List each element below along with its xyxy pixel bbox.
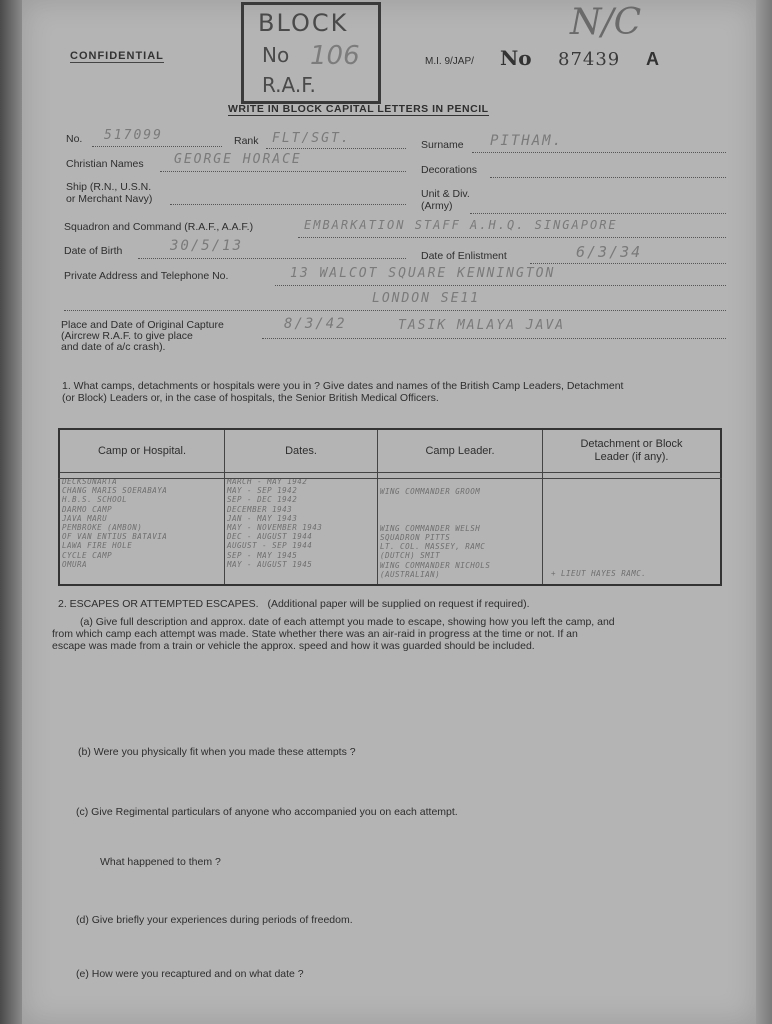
date-of-birth-value: 30/5/13 [170,238,244,254]
stamp-block-text: BLOCK [258,9,349,37]
unit-line [470,213,726,214]
camp-entry: PEMBROKE (AMBON) [62,523,143,533]
date-entry: DEC - AUGUST 1944 [227,532,313,542]
header-camp-or-hospital: Camp or Hospital. [59,429,225,473]
question-2a [52,616,615,652]
pencil-instruction: WRITE IN BLOCK CAPITAL LETTERS IN PENCIL [228,103,489,115]
date-entry: JAN - MAY 1943 [227,513,298,523]
ship-label [66,181,152,205]
service-number-value: 517099 [104,128,163,143]
capture-label [61,320,224,353]
christian-names-label: Christian Names [66,158,144,170]
rank-line [266,148,406,149]
unit-label-line2: (Army) [421,200,453,212]
camp-entry: DECKSUNARTA [62,477,118,486]
capture-label-line3: and date of a/c crash). [61,341,166,353]
christian-names-value: GEORGE HORACE [174,152,302,167]
date-entry: SEP - MAY 1945 [227,550,298,560]
address-label: Private Address and Telephone No. [64,270,229,282]
question-1-line1: 1. What camps, detachments or hospitals were you in ? Give dates and names of the British Camp Leaders, Detachment [62,380,624,392]
page-right-edge [756,0,772,1024]
corner-handwritten-mark: N/C [570,2,642,43]
no-line [92,146,222,147]
stamp-number: 106 [310,41,360,71]
leader-entry: SQUADRON PITTS [380,533,451,543]
reference-suffix: A [646,49,659,69]
surname-line [472,152,726,153]
address-value-line2: LONDON SE11 [372,291,481,306]
leader-entry: WING COMMANDER WELSH [380,523,481,533]
leader-entry: WING COMMANDER NICHOLS [380,560,491,570]
confidential-heading: CONFIDENTIAL [70,50,164,62]
question-1 [62,380,623,404]
ship-label-line2: or Merchant Navy) [66,193,153,205]
number-symbol: No [500,46,532,70]
camp-entry: OF VAN ENTIUS BATAVIA [62,532,168,542]
camps-table [58,428,722,586]
table-header-divider [58,478,722,479]
squadron-value: EMBARKATION STAFF A.H.Q. SINGAPORE [304,218,618,232]
decorations-label: Decorations [421,164,478,176]
page-left-edge [0,0,22,1024]
camps-table-header-row [59,429,721,473]
camp-entry: OMURA [62,559,88,569]
question-2a-line2: from which camp each attempt was made. State whether there was an air-raid in progress at the time or not. If an [52,628,578,640]
enlistment-line [530,263,726,264]
no-label: No. [66,133,83,145]
surname-label: Surname [421,139,464,151]
date-entry: DECEMBER 1943 [227,504,293,514]
address-line-2 [64,310,726,311]
detachment-note: + LIEUT HAYES RAMC. [551,568,647,578]
capture-date-value: 8/3/42 [284,316,347,332]
leader-entry [380,496,540,505]
squadron-line [298,237,726,238]
leader-entry: (DUTCH) SMIT [380,551,441,561]
question-2a-line3: escape was made from a train or vehicle the approx. speed and how it was guarded should be included. [52,640,535,652]
capture-line [262,338,726,339]
date-entry: MAY - AUGUST 1945 [227,559,313,569]
reference-number: 87439 [558,49,621,70]
enlistment-label: Date of Enlistment [421,250,507,262]
date-entry: MAY - NOVEMBER 1943 [227,523,323,533]
question-2-note: (Additional paper will be supplied on request if required). [267,598,530,610]
squadron-label: Squadron and Command (R.A.F., A.A.F.) [64,221,254,233]
ship-label-line1: Ship (R.N., U.S.N. [66,181,152,193]
camp-entry: CHANG MARIS SOERABAYA [62,486,168,496]
question-2a-line1: (a) Give full description and approx. date of each attempt you made to escape, showing how you left the camp, and [80,616,615,628]
question-2e: (e) How were you recaptured and on what date ? [76,968,304,980]
question-2b: (b) Were you physically fit when you made these attempts ? [78,746,356,758]
header-dates: Dates. [225,429,378,473]
block-raf-stamp [241,2,381,104]
leader-entry: (AUSTRALIAN) [380,569,441,579]
date-of-birth-line [138,258,406,259]
camp-entry: LAWA FIRE HOLE [62,541,133,551]
address-value-line1: 13 WALCOT SQUARE KENNINGTON [290,266,556,281]
question-1-line2: (or Block) Leaders or, in the case of hospitals, the Senior British Medical Officers. [62,392,439,404]
leader-entry [380,505,540,514]
question-2-title: 2. ESCAPES OR ATTEMPTED ESCAPES. [58,598,259,610]
date-of-birth-label: Date of Birth [64,245,123,257]
header-camp-leader: Camp Leader. [378,429,543,473]
address-line-1 [275,285,726,286]
dates-column [225,473,378,586]
capture-label-line2: (Aircrew R.A.F. to give place [61,330,193,342]
camp-entry: JAVA MARU [62,513,108,523]
stamp-no-text: No [262,43,290,67]
unit-label [421,188,470,212]
stamp-raf-text: R.A.F. [262,73,316,97]
question-2c-followup: What happened to them ? [100,856,221,868]
header-detachment-leader: Detachment or Block Leader (if any). [543,429,722,473]
date-entry: SEP - DEC 1942 [227,495,298,505]
date-entry: AUGUST - SEP 1944 [227,541,313,551]
surname-value: PITHAM. [490,133,564,149]
camps-table-body-row [59,473,721,586]
christian-names-line [160,171,406,172]
camps-column [59,473,225,586]
leader-entry: WING COMMANDER GROOM [380,487,481,496]
date-entry: MAY - SEP 1942 [227,486,298,496]
capture-place-value: TASIK MALAYA JAVA [398,318,566,333]
decorations-line [490,177,726,178]
question-2d: (d) Give briefly your experiences during periods of freedom. [76,914,353,926]
camp-entry: DARMO CAMP [62,504,113,514]
leader-entry: LT. COL. MASSEY, RAMC [380,542,486,552]
capture-label-line1: Place and Date of Original Capture [61,319,224,331]
rank-value: FLT/SGT. [272,131,351,146]
ship-line [170,204,406,205]
reference-label: M.I. 9/JAP/ [425,56,474,67]
rank-label: Rank [234,135,259,147]
detachment-column [543,473,722,586]
question-2c: (c) Give Regimental particulars of anyone who accompanied you on each attempt. [76,806,458,818]
question-2-heading [58,598,530,610]
leaders-column [378,473,543,586]
camp-entry: H.B.S. SCHOOL [62,495,128,505]
unit-label-line1: Unit & Div. [421,188,470,200]
date-entry: MARCH - MAY 1942 [227,477,308,486]
enlistment-value: 6/3/34 [576,243,643,261]
leader-entry [380,515,540,524]
camp-entry: CYCLE CAMP [62,550,113,560]
